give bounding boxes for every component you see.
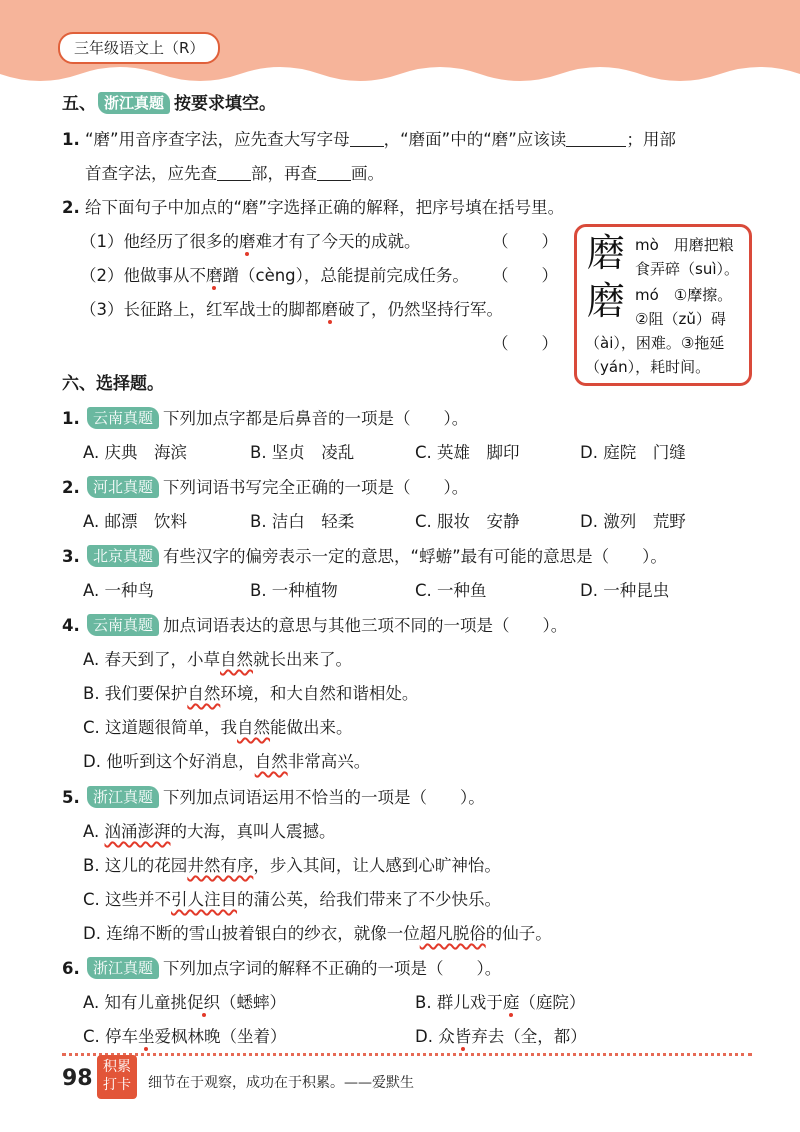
choice-q2-stem: 2. 河北真题 下列词语书写完全正确的一项是（ ）。 xyxy=(62,478,469,497)
option[interactable]: A. 汹涌澎湃的大海，真叫人震撼。 xyxy=(83,822,336,841)
sentence-2: （2）他做事从不磨蹭（cèng），总能提前完成任务。 xyxy=(80,266,469,285)
q1-line2: 首查字法，应先查 部，再查 画。 xyxy=(85,164,384,183)
source-tag: 河北真题 xyxy=(87,476,159,498)
option[interactable]: C. 这道题很简单，我自然能做出来。 xyxy=(83,718,353,737)
option[interactable]: A. 知有儿童挑促织（蟋蟀） xyxy=(83,993,286,1012)
option[interactable]: B. 我们要保护自然环境，和大自然和谐相处。 xyxy=(83,684,419,703)
marked-word: 自然 xyxy=(254,752,288,771)
marked-word: 井然有序 xyxy=(187,856,254,875)
option[interactable]: D. 激列 荒野 xyxy=(580,512,686,531)
marked-word: 自然 xyxy=(187,684,221,703)
answer-blank[interactable] xyxy=(350,128,384,147)
source-tag: 浙江真题 xyxy=(87,786,159,808)
marked-word: 自然 xyxy=(220,650,253,669)
option[interactable]: C. 服妆 安静 xyxy=(415,512,520,531)
dotted-char: 磨 xyxy=(206,266,223,285)
dotted-char: 磨 xyxy=(321,300,338,319)
book-title-tab: 三年级语文上（R） xyxy=(58,32,220,64)
answer-blank[interactable] xyxy=(217,162,251,181)
dotted-char: 磨 xyxy=(239,232,256,251)
source-tag: 浙江真题 xyxy=(98,92,170,114)
sentence-3: （3）长征路上，红军战士的脚都磨破了，仍然坚持行军。 xyxy=(80,300,503,319)
footer-motto: 细节在于观察，成功在于积累。——爱默生 xyxy=(148,1075,414,1091)
option[interactable]: D. 一种昆虫 xyxy=(580,581,670,600)
dotted-word: 促织 xyxy=(187,993,220,1012)
source-tag: 浙江真题 xyxy=(87,957,159,979)
footer-divider xyxy=(62,1053,752,1056)
option[interactable]: A. 春天到了，小草自然就长出来了。 xyxy=(83,650,352,669)
dict-char: 磨 xyxy=(587,279,626,323)
dotted-word: 坐 xyxy=(138,1027,155,1046)
page-number: 98 xyxy=(62,1066,93,1091)
choice-q1-stem: 1. 云南真题 下列加点字都是后鼻音的一项是（ ）。 xyxy=(62,409,469,428)
option[interactable]: D. 众皆弃去（全，都） xyxy=(415,1027,587,1046)
option[interactable]: D. 连绵不断的雪山披着银白的纱衣，就像一位超凡脱俗的仙子。 xyxy=(83,924,552,943)
q1-line1: 1. “磨”用音序查字法，应先查大写字母 ，“磨面”中的“磨”应该读 ；用部 xyxy=(62,130,676,149)
q2-stem: 2. 给下面句子中加点的“磨”字选择正确的解释，把序号填在括号里。 xyxy=(62,198,565,217)
option[interactable]: C. 英雄 脚印 xyxy=(415,443,520,462)
option[interactable]: B. 群儿戏于庭（庭院） xyxy=(415,993,586,1012)
dotted-word: 皆 xyxy=(454,1027,472,1046)
section6-title: 六、选择题。 xyxy=(62,374,164,394)
option[interactable]: A. 庆典 海滨 xyxy=(83,443,187,462)
section-number: 五、 xyxy=(62,94,96,114)
dict-char: 磨 xyxy=(587,231,626,275)
choice-q4-stem: 4. 云南真题 加点词语表达的意思与其他三项不同的一项是（ ）。 xyxy=(62,616,568,635)
source-tag: 云南真题 xyxy=(87,407,159,429)
accumulate-badge: 积累 打卡 xyxy=(97,1055,137,1099)
answer-paren[interactable]: （ ） xyxy=(492,232,558,251)
option[interactable]: B. 坚贞 凌乱 xyxy=(250,443,355,462)
answer-paren[interactable]: （ ） xyxy=(492,334,558,353)
option[interactable]: A. 一种鸟 xyxy=(83,581,154,600)
marked-word: 引人注目 xyxy=(171,890,238,909)
option[interactable]: C. 一种鱼 xyxy=(415,581,487,600)
dictionary-box: 磨 磨 mò 用磨把粮 食弄碎（suì）。 mó ①摩擦。 ②阻（zǔ）碍 （ài），困难。③拖延 （yán），耗时间。 xyxy=(574,224,752,386)
option[interactable]: C. 这些并不引人注目的蒲公英，给我们带来了不少快乐。 xyxy=(83,890,502,909)
sentence-1: （1）他经历了很多的磨难才有了今天的成就。 xyxy=(80,232,421,251)
answer-blank[interactable] xyxy=(317,162,351,181)
source-tag: 云南真题 xyxy=(87,614,159,636)
marked-word: 超凡脱俗 xyxy=(419,924,486,943)
section5-title xyxy=(62,92,276,116)
marked-word: 自然 xyxy=(237,718,271,737)
choice-q5-stem: 5. 浙江真题 下列加点词语运用不恰当的一项是（ ）。 xyxy=(62,788,485,807)
option[interactable]: B. 这儿的花园井然有序，步入其间，让人感到心旷神怡。 xyxy=(83,856,501,875)
option[interactable]: B. 一种植物 xyxy=(250,581,338,600)
option[interactable]: C. 停车坐爱枫林晚（坐着） xyxy=(83,1027,287,1046)
choice-q6-stem: 6. 浙江真题 下列加点字词的解释不正确的一项是（ ）。 xyxy=(62,959,502,978)
source-tag: 北京真题 xyxy=(87,545,159,567)
answer-blank[interactable] xyxy=(566,128,626,147)
section-title: 按要求填空。 xyxy=(174,94,277,114)
option[interactable]: D. 庭院 门缝 xyxy=(580,443,686,462)
choice-q3-stem: 3. 北京真题 有些汉字的偏旁表示一定的意思，“蜉蝣”最有可能的意思是（ ）。 xyxy=(62,547,667,566)
dotted-word: 庭 xyxy=(502,993,520,1012)
option[interactable]: D. 他听到这个好消息，自然非常高兴。 xyxy=(83,752,371,771)
option[interactable]: A. 邮漂 饮料 xyxy=(83,512,187,531)
option[interactable]: B. 洁白 轻柔 xyxy=(250,512,355,531)
marked-word: 汹涌澎湃 xyxy=(104,822,171,841)
answer-paren[interactable]: （ ） xyxy=(492,266,558,285)
